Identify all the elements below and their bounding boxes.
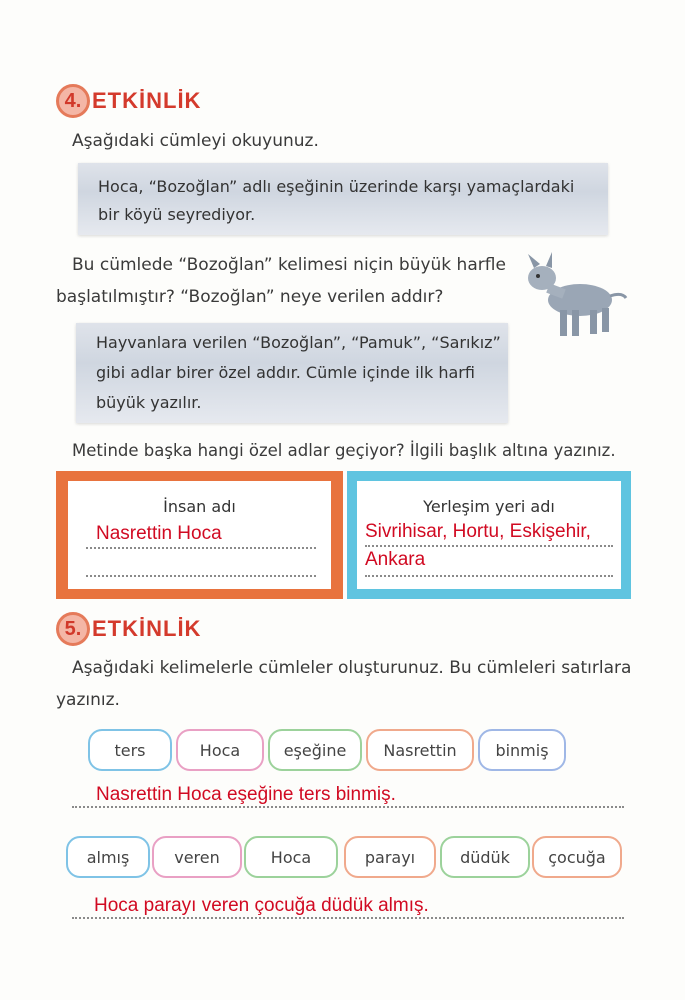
word-pill-row2-1: almış <box>66 836 150 878</box>
person-dotted-line-2 <box>86 575 316 577</box>
activity4-instruction: Aşağıdaki cümleyi okuyunuz. <box>72 131 319 151</box>
row2-answer: Hoca parayı veren çocuğa düdük almış. <box>94 895 429 916</box>
answer-line-3: büyük yazılır. <box>96 393 202 412</box>
word-pill-row2-4: parayı <box>344 836 436 878</box>
answer-line-1: Hayvanlara verilen “Bozoğlan”, “Pamuk”, “Sarıkız” <box>96 333 501 352</box>
answer-paper <box>76 323 508 423</box>
activity5-title: ETKİNLİK <box>92 616 202 641</box>
word-pill-row2-5: düdük <box>440 836 530 878</box>
row1-answer: Nasrettin Hoca eşeğine ters binmiş. <box>96 784 396 805</box>
word-pill-row1-1: ters <box>88 729 172 771</box>
person-name-answer: Nasrettin Hoca <box>96 523 222 544</box>
activity5-number: 5. <box>56 612 90 646</box>
word-pill-row2-6: çocuğa <box>532 836 622 878</box>
donkey-illustration <box>518 252 628 342</box>
activity4-prompt: Metinde başka hangi özel adlar geçiyor? İlgili başlık altına yazınız. <box>72 441 616 460</box>
place-dotted-line-1 <box>365 545 613 547</box>
row2-dotted-line <box>72 917 624 919</box>
place-name-box <box>347 471 631 599</box>
place-name-answer-line-1: Sivrihisar, Hortu, Eskişehir, <box>365 521 591 542</box>
question-line-2: başlatılmıştır? “Bozoğlan” neye verilen addır? <box>56 287 444 307</box>
word-pill-row1-5: binmiş <box>478 729 566 771</box>
person-dotted-line-1 <box>86 547 316 549</box>
person-name-title: İnsan adı <box>163 497 236 516</box>
word-pill-row2-2: veren <box>152 836 242 878</box>
answer-line-2: gibi adlar birer özel addır. Cümle içinde ilk harfi <box>96 363 475 382</box>
word-pill-row1-3: eşeğine <box>268 729 362 771</box>
person-name-box <box>56 471 343 599</box>
word-pill-row2-3: Hoca <box>244 836 338 878</box>
sentence-line-1: Hoca, “Bozoğlan” adlı eşeğinin üzerinde karşı yamaçlardaki <box>98 177 575 196</box>
activity5-instruction-line-2: yazınız. <box>56 690 120 710</box>
sentence-paper <box>78 163 608 235</box>
row1-dotted-line <box>72 806 624 808</box>
place-name-answer-line-2: Ankara <box>365 549 426 570</box>
activity4-title: ETKİNLİK <box>92 88 202 113</box>
activity5-heading <box>56 612 201 646</box>
activity4-number: 4. <box>56 84 90 118</box>
place-dotted-line-2 <box>365 575 613 577</box>
question-line-1: Bu cümlede “Bozoğlan” kelimesi niçin büyük harfle <box>72 255 506 275</box>
sentence-line-2: bir köyü seyrediyor. <box>98 205 256 224</box>
word-pill-row1-4: Nasrettin <box>366 729 474 771</box>
place-name-title: Yerleşim yeri adı <box>423 497 555 516</box>
activity5-instruction-line-1: Aşağıdaki kelimelerle cümleler oluşturunuz. Bu cümleleri satırlara <box>72 658 632 678</box>
word-pill-row1-2: Hoca <box>176 729 264 771</box>
activity4-heading <box>56 84 201 118</box>
